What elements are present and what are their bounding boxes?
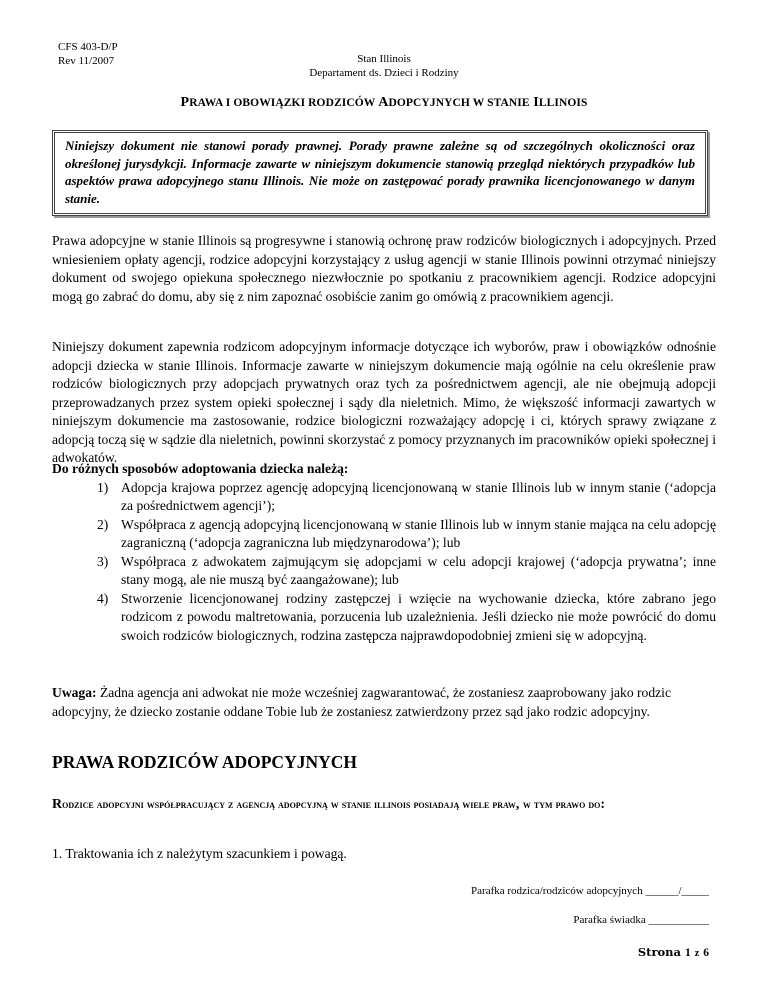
agency-header (0, 52, 768, 80)
subsection-comma: , (515, 797, 523, 812)
title-part-1: RAWA I OBOWIĄZKI RODZICÓW (189, 97, 376, 109)
subsection-colon: : (600, 797, 606, 812)
page-label: Strona (637, 945, 681, 959)
note-paragraph (52, 684, 716, 721)
list-item-number: 3) (97, 553, 109, 569)
legal-disclaimer-box (52, 130, 708, 216)
note-label: Uwaga: (52, 685, 97, 700)
intro-paragraph-2: Niniejszy dokument zapewnia rodzicom adopcyjnym informacje dotyczące ich wyborów, praw i obowiązków odnośnie adopcji dziecka w stanie Illinois. Informacje zawarte w niniejszym dokumencie mają ogólnie na celu określenie praw rodziców biologicznych przy adopcjach prywatnych oraz tych za pośrednictwem agencji, ale nie obejmują adopcji przeprowadzanych przez system opieki społecznej i sądy dla nieletnich. Mimo, że większość informacji zawartych w niniejszym dokumencie ma zastosowanie, rodzice biologiczni rozważający adopcję i ci, których sprawy związane z adopcją toczą się w sądzie dla nieletnich, powinni skorzystać z pomocy przyznanych im pracowników opieki społecznej i adwokatów. (52, 339, 716, 465)
state-name: Stan Illinois (357, 53, 411, 65)
list-item-text: Współpraca z agencją adopcyjną licencjonowaną w stanie Illinois lub w innym stanie mająca na celu adopcję zagraniczną (‘adopcja zagraniczna lub międzynarodowa’); lub (121, 516, 716, 550)
adoption-methods-heading: Do różnych sposobów adoptowania dziecka należą: (52, 461, 349, 476)
intro-paragraph-1: Prawa adopcyjne w stanie Illinois są progresywne i stanowią ochronę praw rodziców biologicznych i adopcyjnych. Przed wniesieniem opłaty agencji, rodzice adopcyjni korzystający z usług agencji w stanie Illinois powinni otrzymać niniejszy dokument od swojego opiekuna społecznego niezwłocznie po spotkaniu z pracownikiem agencji. Rodzice adopcyjni mogą go zabrać do domu, aby się z nim zapoznać osobiście zanim go omówią z pracownikiem agencji. (52, 233, 716, 304)
subsection-text: odzice adopcyjni współpracujący z agencją adopcyjną w stanie illinois posiadają wiele praw (62, 797, 516, 811)
disclaimer-text: Niniejszy dokument nie stanowi porady prawnej. Porady prawne zależne są od szczególnych okoliczności oraz określonej jurysdykcji. Informacje zawarte w niniejszym dokumencie stanowią przegląd niektórych przypadków lub aspektów prawa adopcyjnego stanu Illinois. Nie może on zastępować porady prawnika licencjonowanego w danym stanie. (65, 138, 695, 206)
section-title: PRAWA RODZICÓW ADOPCYJNYCH (52, 752, 357, 772)
title-initial-p: P (180, 95, 190, 110)
list-item-number: 1) (97, 479, 109, 495)
page-current: 1 (685, 947, 691, 959)
title-initial-a: A (378, 95, 389, 110)
title-part-2: DOPCYJNYCH W STANIE (388, 97, 530, 109)
list-item (52, 516, 716, 553)
page-number (638, 945, 709, 959)
title-initial-i: I (533, 95, 539, 110)
form-revision: Rev 11/2007 (58, 55, 115, 67)
list-item-number: 4) (97, 590, 109, 606)
list-item (52, 479, 716, 516)
rights-item-1: 1. Traktowania ich z należytym szacunkiem i powagą. (52, 846, 347, 861)
form-number: CFS 403-D/P (58, 41, 118, 53)
adoption-methods-list (52, 479, 716, 646)
department-name: Departament ds. Dzieci i Rodziny (309, 67, 459, 79)
subsection-title (52, 795, 716, 814)
parent-initials-line[interactable]: Parafka rodzica/rodziców adopcyjnych ______/_____ (471, 885, 709, 897)
list-item-number: 2) (97, 516, 109, 532)
note-text: Żadna agencja ani adwokat nie może wcześniej zagwarantować, że zostaniesz zaaprobowany jako rodzic adopcyjny, że dziecko zostanie oddane Tobie lub że zostaniesz zatwierdzony przez sąd jako rodzic adopcyjny. (52, 685, 671, 719)
list-item-text: Adopcja krajowa poprzez agencję adopcyjną licencjonowaną w stanie Illinois lub w innym stanie (‘adopcja za pośrednictwem agencji’); (121, 479, 716, 513)
page-total: 6 (703, 947, 709, 959)
list-item (52, 553, 716, 590)
title-part-3: LLINOIS (538, 97, 588, 109)
list-item-text: Współpraca z adwokatem zajmującym się adopcjami w celu adopcji krajowej (‘adopcja prywatna’; inne stany mogą, ale nie muszą być zaangażowane); lub (121, 553, 716, 587)
list-item-text: Stworzenie licencjonowanej rodziny zastępczej i wzięcie na wychowanie dziecka, które zabrano jego rodzicom z powodu maltretowania, porzucenia lub uzależnienia. Jeśli dziecko nie może powrócić do domu swoich rodziców biologicznych, rodzina zastępcza najprawdopodobniej zmieni się w adopcyjną. (121, 590, 716, 643)
witness-initials-line[interactable]: Parafka świadka ___________ (573, 914, 709, 926)
list-item (52, 590, 716, 646)
document-title (0, 95, 768, 111)
subsection-initial: R (52, 797, 63, 812)
subsection-text-2: w tym prawo do (522, 797, 601, 811)
adoption-methods (52, 460, 716, 645)
page-of: z (694, 948, 700, 959)
